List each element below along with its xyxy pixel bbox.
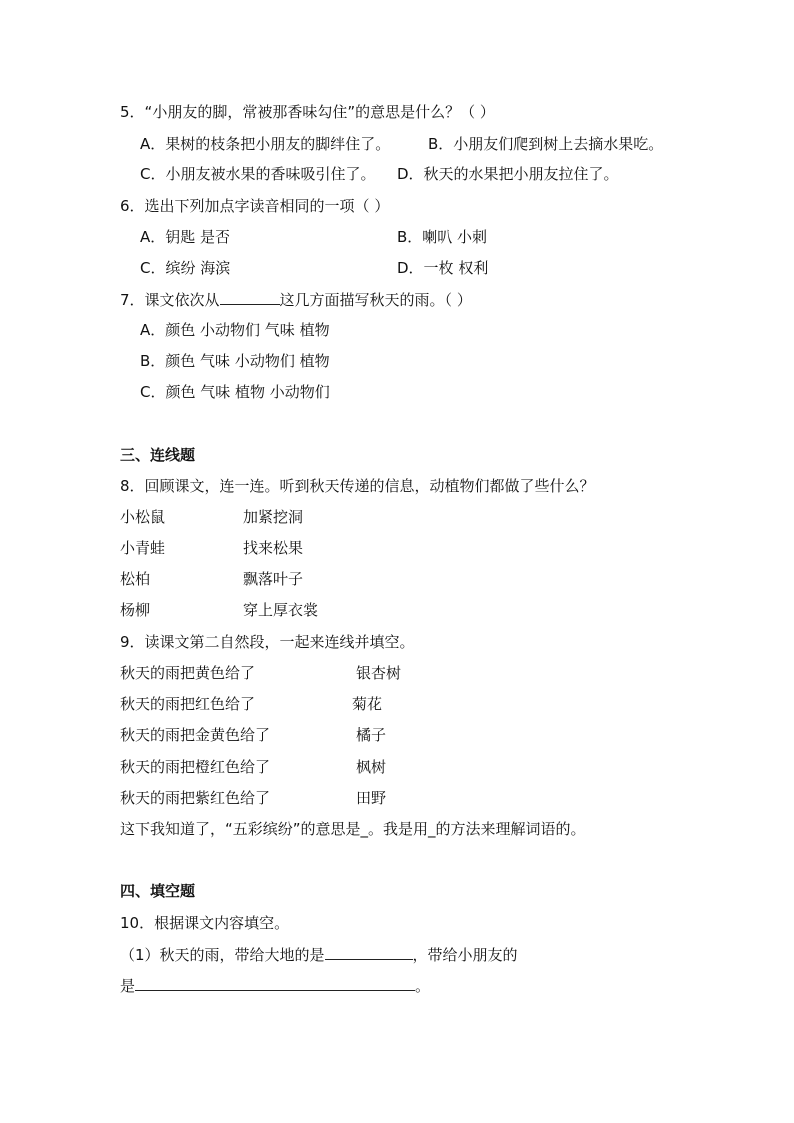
- q7-option-c[interactable]: C．颜色 气味 植物 小动物们: [140, 383, 330, 401]
- q10-blank-1[interactable]: [325, 944, 413, 960]
- q8-right-item[interactable]: 找来松果: [243, 539, 304, 557]
- q10-sub1-text: （1）秋天的雨，带给大地的是: [120, 946, 325, 964]
- q9-right-item[interactable]: 枫树: [356, 758, 387, 776]
- q7-blank[interactable]: [220, 289, 280, 305]
- q6-option-c[interactable]: C．缤纷 海滨: [140, 259, 231, 277]
- section-4-title: 四、填空题: [120, 882, 196, 900]
- q7-option-b[interactable]: B．颜色 气味 小动物们 植物: [140, 352, 330, 370]
- q9-right-item[interactable]: 橘子: [356, 726, 387, 744]
- q7-stem: [120, 289, 472, 310]
- q8-right-item[interactable]: 加紧挖洞: [243, 508, 304, 526]
- q9-left-item[interactable]: 秋天的雨把红色给了: [120, 695, 256, 713]
- q7-option-a[interactable]: A．颜色 小动物们 气味 植物: [140, 321, 330, 339]
- q9-right-item[interactable]: 银杏树: [356, 664, 402, 682]
- q7-stem-end: 这几方面描写秋天的雨。（ ）: [279, 291, 472, 309]
- q9-left-item[interactable]: 秋天的雨把金黄色给了: [120, 726, 271, 744]
- q5-option-b[interactable]: B．小朋友们爬到树上去摘水果吃。: [428, 135, 664, 153]
- q8-left-item[interactable]: 小青蛙: [120, 539, 166, 557]
- q10-sub1-line2: [120, 975, 430, 996]
- q6-option-b[interactable]: B．喇叭 小刺: [397, 228, 488, 246]
- q10-blank-2[interactable]: [135, 975, 415, 991]
- q8-stem: 8．回顾课文，连一连。听到秋天传递的信息，动植物们都做了些什么？: [120, 477, 595, 495]
- q8-left-item[interactable]: 松柏: [120, 570, 151, 588]
- q5-option-c[interactable]: C．小朋友被水果的香味吸引住了。: [140, 165, 376, 183]
- q6-option-a[interactable]: A．钥匙 是否: [140, 228, 231, 246]
- q6-stem: 6．选出下列加点字读音相同的一项（ ）: [120, 197, 390, 215]
- q8-right-item[interactable]: 飘落叶子: [243, 570, 304, 588]
- q5-option-d[interactable]: D．秋天的水果把小朋友拉住了。: [397, 165, 619, 183]
- section-3-title: 三、连线题: [120, 446, 196, 464]
- q9-left-item[interactable]: 秋天的雨把紫红色给了: [120, 789, 271, 807]
- q8-right-item[interactable]: 穿上厚衣裳: [243, 601, 319, 619]
- q10-sub1-text-2: ，带给小朋友的: [412, 946, 518, 964]
- q10-sub1-end: 。: [415, 977, 431, 995]
- q8-left-item[interactable]: 小松鼠: [120, 508, 166, 526]
- q9-right-item[interactable]: 菊花: [352, 695, 383, 713]
- q6-option-d[interactable]: D．一枚 权利: [397, 259, 489, 277]
- q9-stem: 9．读课文第二自然段，一起来连线并填空。: [120, 633, 415, 651]
- q9-right-item[interactable]: 田野: [356, 789, 387, 807]
- q5-stem: 5．“小朋友的脚，常被那香味勾住”的意思是什么？（ ）: [120, 103, 495, 121]
- q8-left-item[interactable]: 杨柳: [120, 601, 151, 619]
- q10-stem: 10．根据课文内容填空。: [120, 914, 290, 932]
- q5-option-a[interactable]: A．果树的枝条把小朋友的脚绊住了。: [140, 135, 391, 153]
- q9-left-item[interactable]: 秋天的雨把橙红色给了: [120, 758, 271, 776]
- q10-sub1-line1: [120, 944, 518, 965]
- q9-fill-sentence[interactable]: 这下我知道了，“五彩缤纷”的意思是_。我是用_的方法来理解词语的。: [120, 820, 586, 838]
- q9-left-item[interactable]: 秋天的雨把黄色给了: [120, 664, 256, 682]
- q10-sub1-text-3: 是: [120, 977, 136, 995]
- q7-stem-start: 7．课文依次从: [120, 291, 220, 309]
